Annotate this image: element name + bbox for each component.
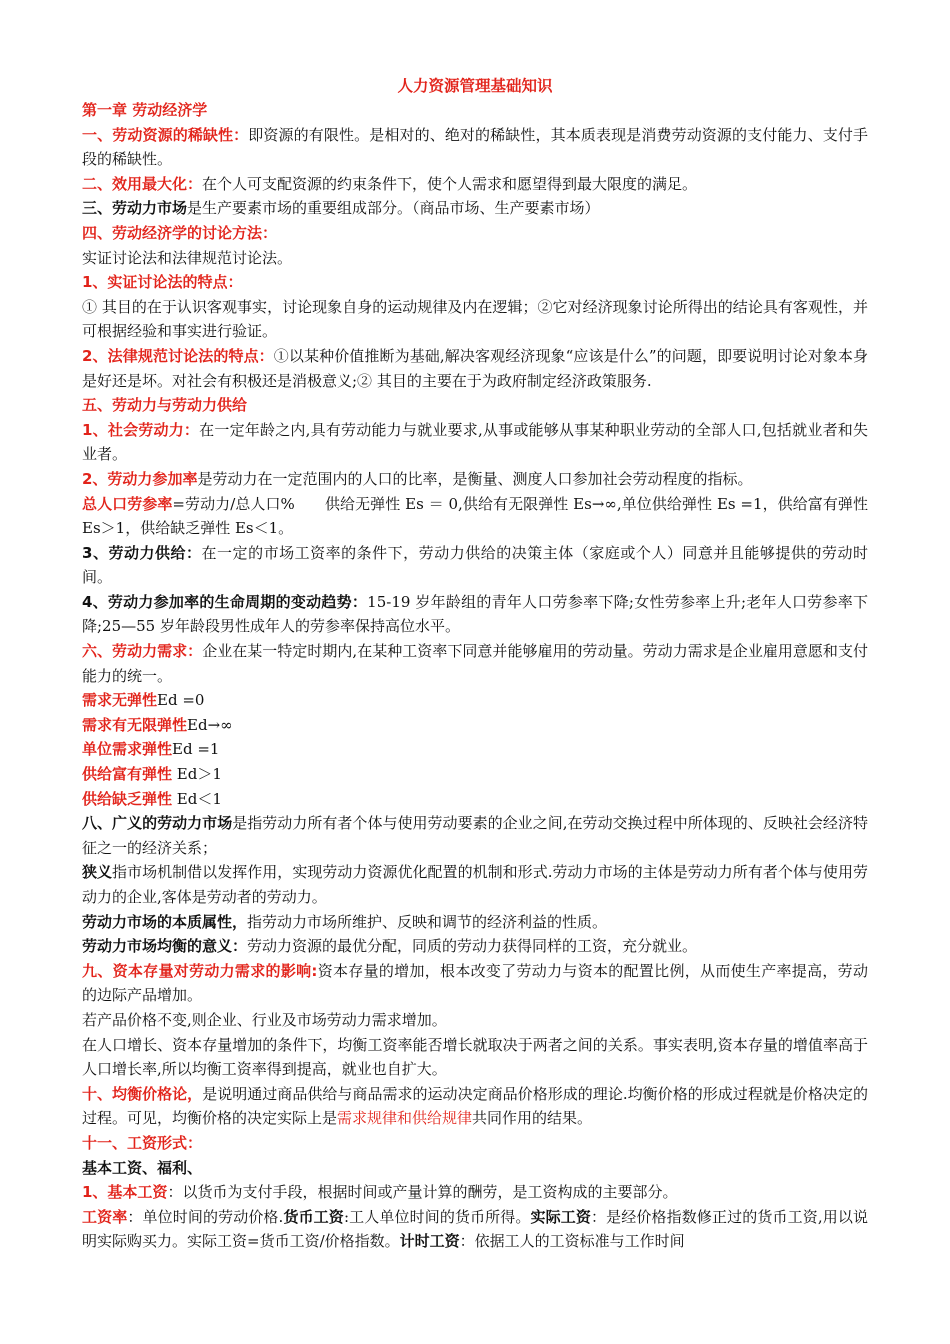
heading-text: 第一章 劳动经济学 xyxy=(82,101,208,119)
body-text: 即资源的有限性。是相对的、绝对的稀缺性，其本质表现是消费劳动资源的支付能力、支付手段的稀缺性。 xyxy=(82,125,868,169)
heading-text: 2、劳动力参加率 xyxy=(82,469,198,488)
heading-text: 单位需求弹性 xyxy=(82,740,173,759)
paragraph xyxy=(82,270,868,295)
paragraph xyxy=(82,1156,868,1181)
body-text: Ed→∞ xyxy=(187,715,233,734)
heading-text: 1、社会劳动力： xyxy=(82,420,200,439)
paragraph xyxy=(82,221,868,246)
heading-text: 基本工资、福利、 xyxy=(82,1158,203,1177)
paragraph xyxy=(82,910,868,935)
body-text: 企业在某一特定时期内,在某种工资率下同意并能够雇用的劳动量。劳动力需求是企业雇用意愿和支付能力的统一。 xyxy=(82,642,868,685)
document-title: 人力资源管理基础知识 xyxy=(397,77,553,95)
heading-text: 九、资本存量对劳动力需求的影响: xyxy=(82,961,318,980)
body-text: 在一定的市场工资率的条件下，劳动力供给的决策主体（家庭或个人）同意并且能够提供的劳动时间。 xyxy=(82,543,868,587)
heading-text: 二、效用最大化： xyxy=(82,174,203,193)
heading-text: 工资率 xyxy=(82,1207,128,1226)
paragraph xyxy=(82,1131,868,1156)
heading-text: 4、劳动力参加率的生命周期的变动趋势： xyxy=(82,592,368,611)
body-text: 在人口增长、资本存量增加的条件下，均衡工资率能否增长就取决于两者之间的关系。事实表明,资本存量的增值率高于人口增长率,所以均衡工资率得到提高，就业也自扩大。 xyxy=(82,1035,868,1079)
heading-text: 六、劳动力需求： xyxy=(82,642,203,661)
paragraph xyxy=(82,787,868,812)
body-text: 共同作用的结果。 xyxy=(472,1109,593,1128)
paragraph xyxy=(82,639,868,688)
body-text: Ed＞1 xyxy=(172,765,222,784)
paragraph xyxy=(82,811,868,860)
paragraph xyxy=(82,393,868,418)
body-text: 若产品价格不变,则企业、行业及市场劳动力需求增加。 xyxy=(82,1010,447,1029)
heading-text: 五、劳动力与劳动力供给 xyxy=(82,396,248,415)
paragraph xyxy=(82,1008,868,1033)
heading-text: 劳动力市场均衡的意义： xyxy=(82,937,248,956)
paragraph xyxy=(82,737,868,762)
heading-text: 十一、工资形式： xyxy=(82,1133,203,1152)
heading-text: 四、劳动经济学的讨论方法： xyxy=(82,223,278,242)
body-text: 是劳动力在一定范围内的人口的比率，是衡量、测度人口参加社会劳动程度的指标。 xyxy=(197,469,753,488)
body-text: 是生产要素市场的重要组成部分。（商品市场、生产要素市场） xyxy=(187,199,600,218)
body-text: 资本存量的增加，根本改变了劳动力与资本的配置比例，从而使生产率提高，劳动的边际产品增加。 xyxy=(82,961,868,1005)
paragraph xyxy=(82,123,868,172)
body-text: ①以某种价值推断为基础,解决客观经济现象“应该是什么”的问题，即要说明讨论对象本身是好还是坏。对社会有积极还是消极意义;② 其目的主要在于为政府制定经济政策服务. xyxy=(82,346,868,390)
paragraph xyxy=(82,467,868,492)
paragraph xyxy=(82,98,868,123)
paragraph xyxy=(82,172,868,197)
heading-text: 八、广义的劳动力市场 xyxy=(82,814,233,833)
paragraph xyxy=(82,1082,868,1131)
body-text: 劳动力资源的最优分配，同质的劳动力获得同样的工资，充分就业。 xyxy=(247,937,698,956)
heading-text: 十、均衡价格论， xyxy=(82,1084,203,1103)
body-text: =劳动力/总人口% 供给无弹性 Es ＝ 0,供给有无限弹性 Es→∞,单位供给弹性 Es =1，供给富有弹性 Es＞1，供给缺乏弹性 Es＜1。 xyxy=(82,494,868,538)
heading-text: 供给富有弹性 xyxy=(82,765,173,784)
body-text: Ed =1 xyxy=(172,740,220,759)
body-text: Ed＜1 xyxy=(172,789,222,808)
body-text: 是指劳动力所有者个体与使用劳动要素的企业之间,在劳动交换过程中所体现的、反映社会经济特征之一的经济关系； xyxy=(82,814,868,857)
paragraph xyxy=(82,959,868,1008)
heading-text: 3、劳动力供给： xyxy=(82,543,202,562)
document-body xyxy=(82,98,868,1254)
heading-text: 货币工资 xyxy=(283,1207,344,1226)
heading-text: 实际工资 xyxy=(530,1207,592,1226)
paragraph xyxy=(82,590,868,639)
paragraph xyxy=(82,541,868,590)
body-text: ：是经价格指数修正过的货币工资,用以说明实际购买力。实际工资=货币工资/价格指数。 xyxy=(82,1207,868,1251)
heading-text: 劳动力市场的本质属性， xyxy=(82,912,248,931)
heading-text: 需求无弹性 xyxy=(82,691,158,710)
paragraph xyxy=(82,688,868,713)
body-text: Ed =0 xyxy=(157,691,205,710)
paragraph xyxy=(82,1205,868,1254)
body-text: 在一定年龄之内,具有劳动能力与就业要求,从事或能够从事某种职业劳动的全部人口,包括就业者和失业者。 xyxy=(82,420,868,464)
body-text: 实证讨论法和法律规范讨论法。 xyxy=(82,248,293,267)
paragraph xyxy=(82,1033,868,1082)
paragraph xyxy=(82,246,868,271)
paragraph xyxy=(82,344,868,393)
body-text: 指劳动力市场所维护、反映和调节的经济利益的性质。 xyxy=(247,912,608,931)
paragraph xyxy=(82,934,868,959)
heading-text: 一、劳动资源的稀缺性： xyxy=(82,125,249,144)
heading-text: 供给缺乏弹性 xyxy=(82,789,173,808)
body-text: :工人单位时间的货币所得。 xyxy=(343,1207,531,1226)
body-text: ：单位时间的劳动价格. xyxy=(127,1207,284,1226)
paragraph xyxy=(82,1180,868,1205)
paragraph xyxy=(82,295,868,344)
heading-text: 1、基本工资 xyxy=(82,1183,168,1202)
body-text: 在个人可支配资源的约束条件下，使个人需求和愿望得到最大限度的满足。 xyxy=(202,174,698,193)
paragraph xyxy=(82,860,868,909)
body-text: 需求规律和供给规律 xyxy=(337,1109,473,1128)
body-text: 15-19 岁年龄组的青年人口劳参率下降;女性劳参率上升;老年人口劳参率下降;25—55 岁年龄段男性成年人的劳参率保持高位水平。 xyxy=(82,592,868,636)
paragraph xyxy=(82,762,868,787)
body-text: 是说明通过商品供给与商品需求的运动决定商品价格形成的理论.均衡价格的形成过程就是价格决定的过程。可见，均衡价格的决定实际上是 xyxy=(82,1084,868,1128)
paragraph xyxy=(82,713,868,738)
body-text: ① 其目的在于认识客观事实，讨论现象自身的运动规律及内在逻辑；②它对经济现象讨论所得出的结论具有客观性，并可根据经验和事实进行验证。 xyxy=(82,297,868,341)
paragraph xyxy=(82,418,868,467)
body-text: ：以货币为支付手段，根据时间或产量计算的酬劳，是工资构成的主要部分。 xyxy=(167,1183,678,1202)
heading-text: 2、法律规范讨论法的特点： xyxy=(82,346,274,365)
paragraph xyxy=(82,492,868,541)
heading-text: 三、劳动力市场 xyxy=(82,199,188,218)
heading-text: 计时工资 xyxy=(399,1232,460,1251)
body-text: 指市场机制借以发挥作用，实现劳动力资源优化配置的机制和形式.劳动力市场的主体是劳动力所有者个体与使用劳动力的企业,客体是劳动者的劳动力。 xyxy=(82,863,868,906)
heading-text: 需求有无限弹性 xyxy=(82,715,188,734)
heading-text: 1、实证讨论法的特点： xyxy=(82,273,243,292)
heading-text: 总人口劳参率 xyxy=(82,494,173,513)
paragraph xyxy=(82,196,868,221)
body-text: ：依据工人的工资标准与工作时间 xyxy=(459,1232,685,1251)
heading-text: 狭义 xyxy=(82,863,113,882)
